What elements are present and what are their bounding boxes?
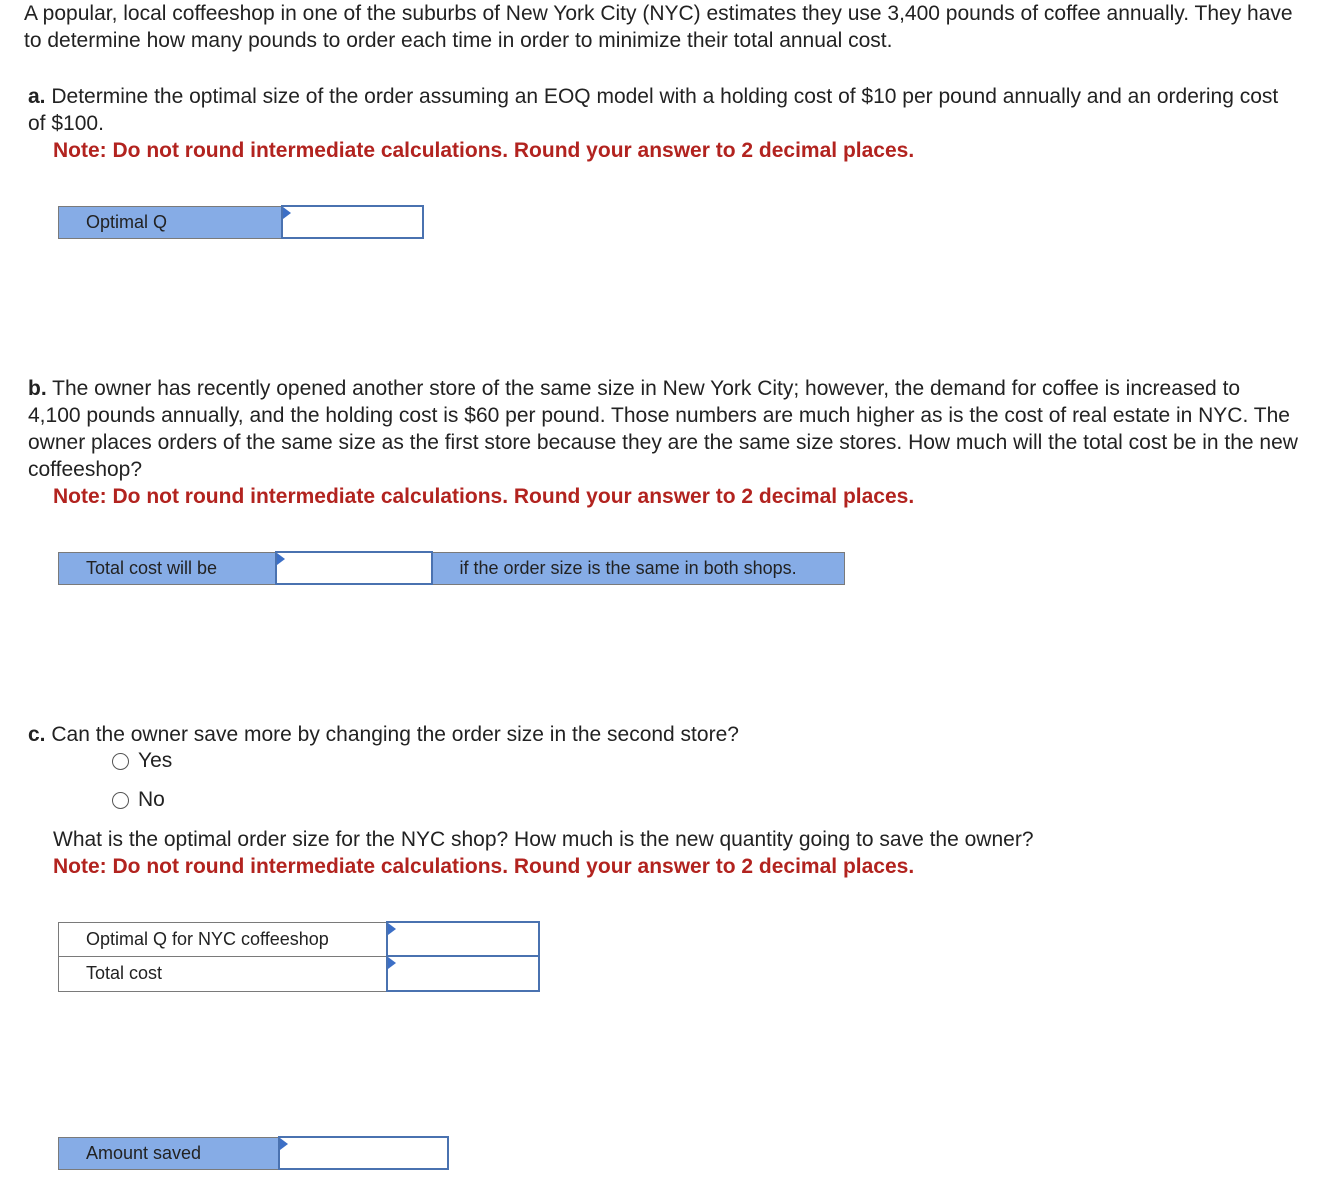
radio-no-label: No <box>138 788 165 811</box>
part-b-answer-table <box>58 551 845 585</box>
radio-circle-icon[interactable] <box>112 792 129 809</box>
nyc-total-cost-label: Total cost <box>59 956 387 991</box>
radio-yes-label: Yes <box>138 749 173 772</box>
optimal-q-nyc-label: Optimal Q for NYC coffeeshop <box>59 922 387 956</box>
optimal-q-input[interactable] <box>283 207 422 237</box>
part-a-answer-table <box>58 205 424 239</box>
optimal-q-input-cell[interactable] <box>282 206 423 238</box>
optimal-q-nyc-input-cell[interactable] <box>387 922 539 956</box>
part-b-note: Note: Do not round intermediate calculations. Round your answer to 2 decimal places. <box>53 485 915 508</box>
part-a-letter: a. <box>28 85 46 108</box>
nyc-total-cost-input-cell[interactable] <box>387 956 539 991</box>
total-cost-input-cell[interactable] <box>276 552 432 584</box>
amount-saved-input-cell[interactable] <box>279 1137 448 1169</box>
answer-flag-icon <box>283 207 291 219</box>
part-b-letter: b. <box>28 377 47 400</box>
part-b-question <box>28 375 1298 510</box>
problem-intro: A popular, local coffeeshop in one of the suburbs of New York City (NYC) estimates they use 3,400 pounds of coffee annually. They have to determine how many pounds to order each time in order to minimize their total annual cost. <box>24 2 1293 52</box>
part-c-answer-table <box>58 921 540 992</box>
total-cost-input[interactable] <box>277 553 431 583</box>
amount-saved-table <box>58 1136 449 1170</box>
part-c-note: Note: Do not round intermediate calculations. Round your answer to 2 decimal places. <box>53 855 915 878</box>
part-c-followup <box>53 826 1303 880</box>
answer-flag-icon <box>388 957 396 969</box>
part-c-question <box>28 721 1298 748</box>
same-order-size-label: if the order size is the same in both shops. <box>432 552 845 584</box>
nyc-total-cost-input[interactable] <box>388 957 538 990</box>
amount-saved-input[interactable] <box>280 1138 447 1168</box>
answer-flag-icon <box>388 923 396 935</box>
part-c-followup-text: What is the optimal order size for the NYC shop? How much is the new quantity going to save the owner? <box>53 828 1034 851</box>
answer-flag-icon <box>280 1138 288 1150</box>
total-cost-label: Total cost will be <box>59 552 276 584</box>
optimal-q-label: Optimal Q <box>59 206 282 238</box>
part-c-text: Can the owner save more by changing the order size in the second store? <box>51 723 739 746</box>
optimal-q-nyc-input[interactable] <box>388 923 538 955</box>
part-b-text: The owner has recently opened another store of the same size in New York City; however, the demand for coffee is increased to 4,100 pounds annually, and the holding cost is $60 per pound. Those numbers are much higher as is the cost of real estate in NYC. The owner places orders of the same size as the first store because they are the same size stores. How much will the total cost be in the new coffeeshop? <box>28 377 1298 481</box>
part-c-letter: c. <box>28 723 46 746</box>
radio-option-no[interactable] <box>112 786 165 814</box>
part-a-text: Determine the optimal size of the order assuming an EOQ model with a holding cost of $10 per pound annually and an ordering cost of $100. <box>28 85 1279 135</box>
amount-saved-label: Amount saved <box>59 1137 279 1169</box>
answer-flag-icon <box>277 553 285 565</box>
radio-option-yes[interactable] <box>112 747 172 775</box>
part-a-question <box>28 83 1298 164</box>
radio-circle-icon[interactable] <box>112 753 129 770</box>
part-a-note: Note: Do not round intermediate calculations. Round your answer to 2 decimal places. <box>53 139 915 162</box>
